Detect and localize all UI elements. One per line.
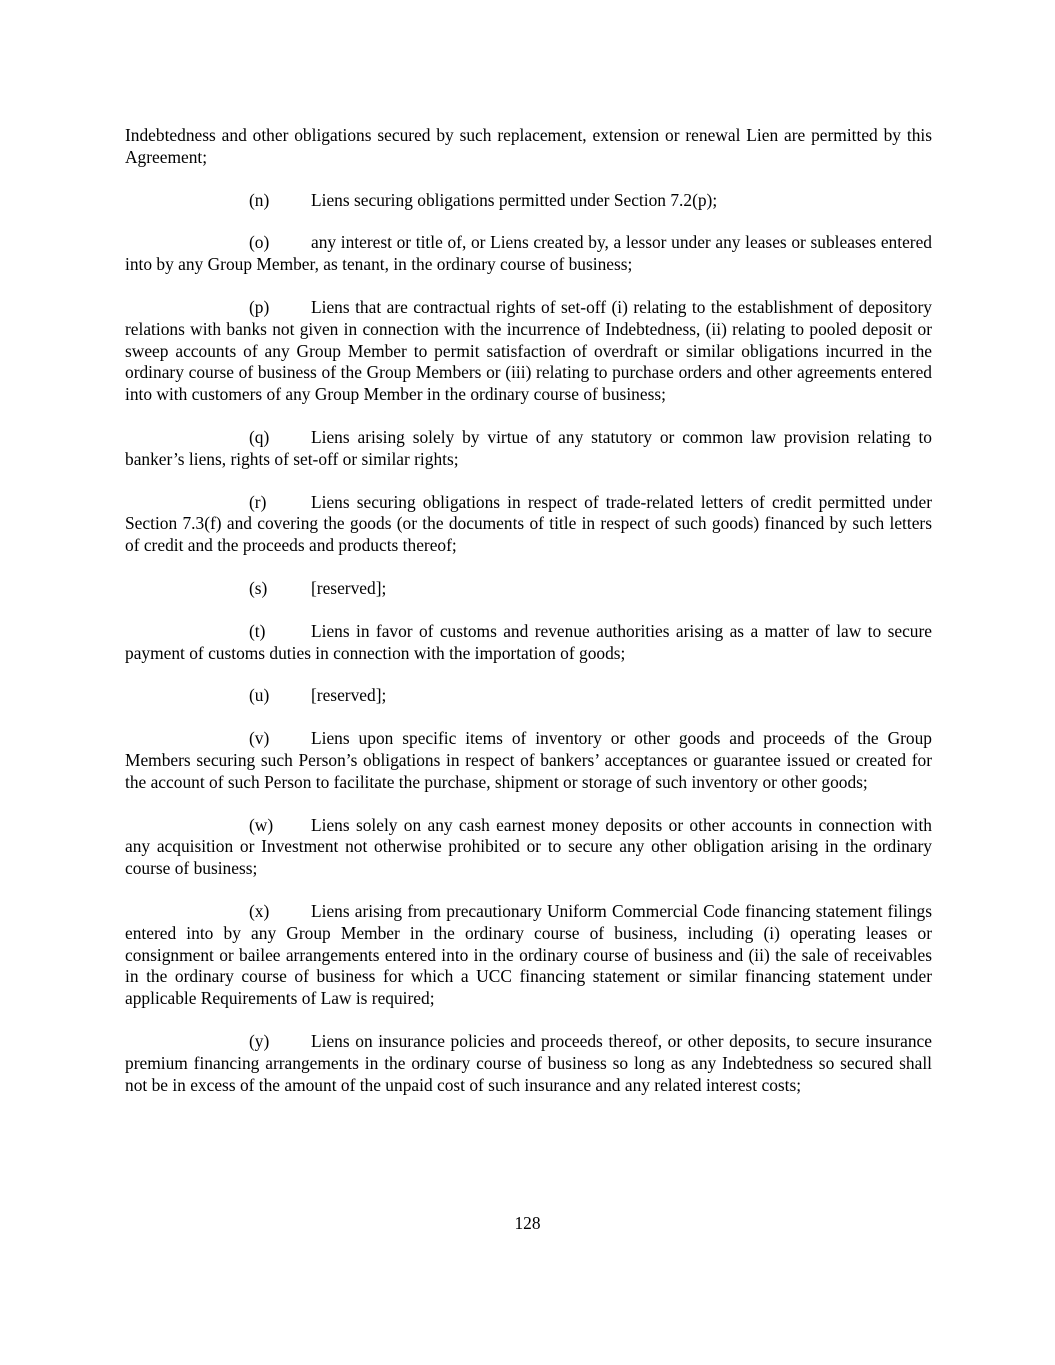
- clause-w: [125, 815, 932, 880]
- page-number: 128: [514, 1213, 541, 1233]
- clause-label: (p): [249, 296, 270, 317]
- clause-label: (v): [249, 728, 270, 749]
- clause-label: (s): [249, 577, 268, 598]
- clause-text: Liens that are contractual rights of set-off (i) relating to the establishment of depository relations with banks not given in connection with the incurrence of Indebtedness, (ii) relating to pooled deposit or sweep accounts of any Group Member to permit satisfaction of overdraft or similar obligations incurred in the ordinary course of business of the Group Members or (iii) relating to purchase orders and other agreements entered into with customers of any Group Member in the ordinary course of business;: [125, 296, 932, 405]
- clause-n: [125, 190, 932, 212]
- clause-text: Liens securing obligations permitted under Section 7.2(p);: [311, 189, 718, 210]
- clause-label: (x): [249, 900, 270, 921]
- clause-text: Liens in favor of customs and revenue authorities arising as a matter of law to secure payment of customs duties in connection with the importation of goods;: [125, 620, 932, 663]
- clause-r: [125, 492, 932, 557]
- clause-label: (y): [249, 1030, 270, 1051]
- clause-text: Liens arising solely by virtue of any statutory or common law provision relating to banker’s liens, rights of set-off or similar rights;: [125, 426, 932, 469]
- clause-label: (q): [249, 426, 270, 447]
- document-page: [125, 125, 932, 1117]
- clause-text: Liens solely on any cash earnest money deposits or other accounts in connection with any acquisition or Investment not otherwise prohibited or to secure any other obligation arising in the ordinary course of business;: [125, 814, 932, 879]
- clause-text: [reserved];: [311, 685, 387, 706]
- clause-label: (u): [249, 685, 270, 706]
- clause-x: [125, 901, 932, 1010]
- clause-o: [125, 232, 932, 276]
- clause-y: [125, 1031, 932, 1096]
- clause-label: (n): [249, 189, 270, 210]
- clause-label: (r): [249, 491, 267, 512]
- clause-q: [125, 427, 932, 471]
- continuation-paragraph: Indebtedness and other obligations secured by such replacement, extension or renewal Lien are permitted by this Agreement;: [125, 125, 932, 167]
- clause-text: Liens securing obligations in respect of trade-related letters of credit permitted under Section 7.3(f) and covering the goods (or the documents of title in respect of such goods) financed by such letters of credit and the proceeds and products thereof;: [125, 491, 932, 556]
- clause-label: (t): [249, 620, 266, 641]
- clause-s: [125, 578, 932, 600]
- clause-label: (o): [249, 232, 270, 253]
- clause-text: Liens on insurance policies and proceeds thereof, or other deposits, to secure insurance premium financing arrangements in the ordinary course of business so long as any Indebtedness so secured shall not be in excess of the amount of the unpaid cost of such insurance and any related interest costs;: [125, 1030, 932, 1095]
- clause-label: (w): [249, 814, 274, 835]
- clause-p: [125, 297, 932, 406]
- clause-u: [125, 685, 932, 707]
- clause-v: [125, 728, 932, 793]
- clause-text: Liens upon specific items of inventory or other goods and proceeds of the Group Members securing such Person’s obligations in respect of bankers’ acceptances or guarantee issued or created for the account of such Person to facilitate the purchase, shipment or storage of such inventory or other goods;: [125, 728, 932, 792]
- clause-t: [125, 621, 932, 665]
- clause-text: [reserved];: [311, 577, 387, 598]
- clause-text: Liens arising from precautionary Uniform Commercial Code financing statement filings entered into by any Group Member in the ordinary course of business, including (i) operating leases or consignment or bailee arrangements entered into in the ordinary course of business and (ii) the sale of receivables in the ordinary course of business for which a UCC financing statement or similar financing statement under applicable Requirements of Law is required;: [125, 900, 932, 1009]
- clause-text: any interest or title of, or Liens created by, a lessor under any leases or subleases entered into by any Group Member, as tenant, in the ordinary course of business;: [125, 232, 932, 275]
